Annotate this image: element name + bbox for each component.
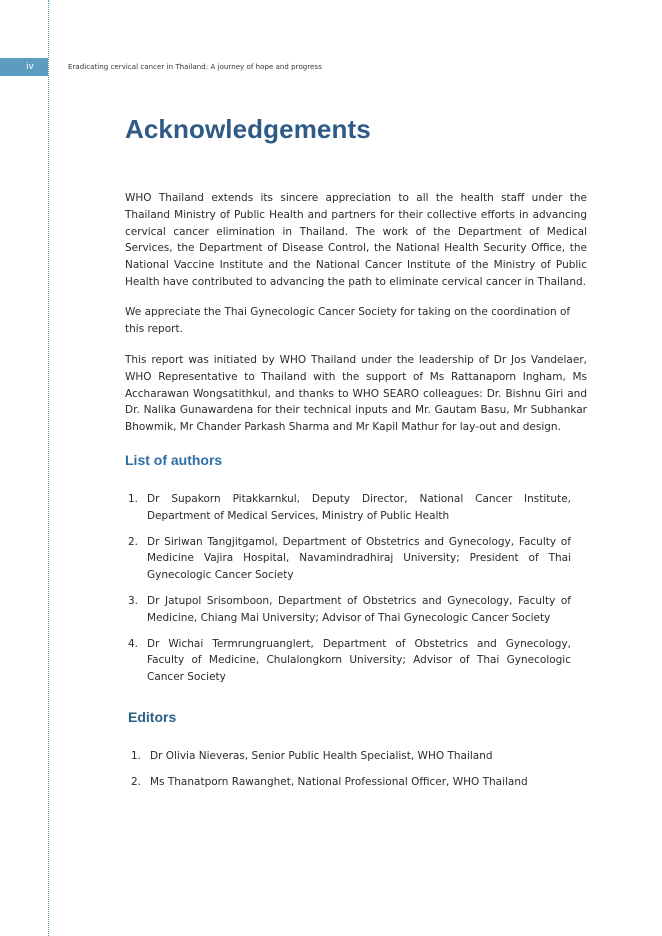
- margin-dotted-rule: [48, 0, 49, 936]
- editors-heading: Editors: [128, 709, 177, 725]
- author-item: [125, 593, 571, 627]
- author-text: Dr Siriwan Tangjitgamol, Department of Obstetrics and Gynecology, Faculty of Medicine Vajira Hospital, Navamindradhiraj University; President of Thai Gynecologic Cancer Society: [147, 535, 571, 582]
- page-title: Acknowledgements: [125, 114, 371, 144]
- acknowledgement-paragraph-3: This report was initiated by WHO Thailand under the leadership of Dr Jos Vandelaer, WHO Representative to Thailand with the support of Ms Rattanaporn Ingham, Ms Accharawan Wongsatithkul, and thanks to WHO SEARO colleagues: Dr. Bishnu Giri and Dr. Nalika Gunawardena for their technical inputs and Mr. Gautam Basu, Mr Subhankar Bhowmik, Mr Chander Parkash Sharma and Mr Kapil Mathur for lay-out and design.: [125, 354, 587, 434]
- authors-heading: List of authors: [125, 452, 223, 468]
- list-number: 2.: [128, 535, 139, 548]
- author-item: [125, 491, 571, 525]
- editors-list: [128, 748, 574, 800]
- list-number: 1.: [128, 493, 139, 505]
- authors-list: [125, 491, 571, 695]
- editor-text: Dr Olivia Nieveras, Senior Public Health Specialist, WHO Thailand: [150, 750, 493, 762]
- author-text: Dr Jatupol Srisomboon, Department of Obstetrics and Gynecology, Faculty of Medicine, Chiang Mai University; Advisor of Thai Gynecologic Cancer Society: [147, 594, 571, 624]
- acknowledgement-paragraph-1: WHO Thailand extends its sincere appreciation to all the health staff under the Thailand Ministry of Public Health and partners for their collective efforts in advancing cervical cancer elimination in Thailand. The work of the Department of Medical Services, the Department of Disease Control, the National Health Security Office, the National Vaccine Institute and the National Cancer Institute of the Ministry of Public Health have contributed to advancing the path to eliminate cervical cancer in Thailand.: [125, 192, 587, 288]
- editor-item: [128, 774, 574, 791]
- list-number: 4.: [128, 637, 139, 650]
- running-header-title: Eradicating cervical cancer in Thailand: A journey of hope and progress: [68, 63, 322, 71]
- editor-text: Ms Thanatporn Rawanghet, National Professional Officer, WHO Thailand: [150, 775, 528, 788]
- list-number: 3.: [128, 594, 139, 607]
- author-item: [125, 534, 571, 584]
- list-number: 2.: [131, 775, 142, 788]
- page-number-tab: iv: [0, 58, 48, 76]
- author-text: Dr Wichai Termrungruanglert, Department of Obstetrics and Gynecology, Faculty of Medicine, Chulalongkorn University; Advisor of Thai Gynecologic Cancer Society: [147, 637, 571, 684]
- author-text: Dr Supakorn Pitakkarnkul, Deputy Director, National Cancer Institute, Department of Medical Services, Ministry of Public Health: [147, 493, 571, 522]
- acknowledgement-paragraph-2: We appreciate the Thai Gynecologic Cancer Society for taking on the coordination of this report.: [125, 306, 571, 335]
- author-item: [125, 636, 571, 686]
- editor-item: [128, 748, 574, 765]
- list-number: 1.: [131, 750, 142, 762]
